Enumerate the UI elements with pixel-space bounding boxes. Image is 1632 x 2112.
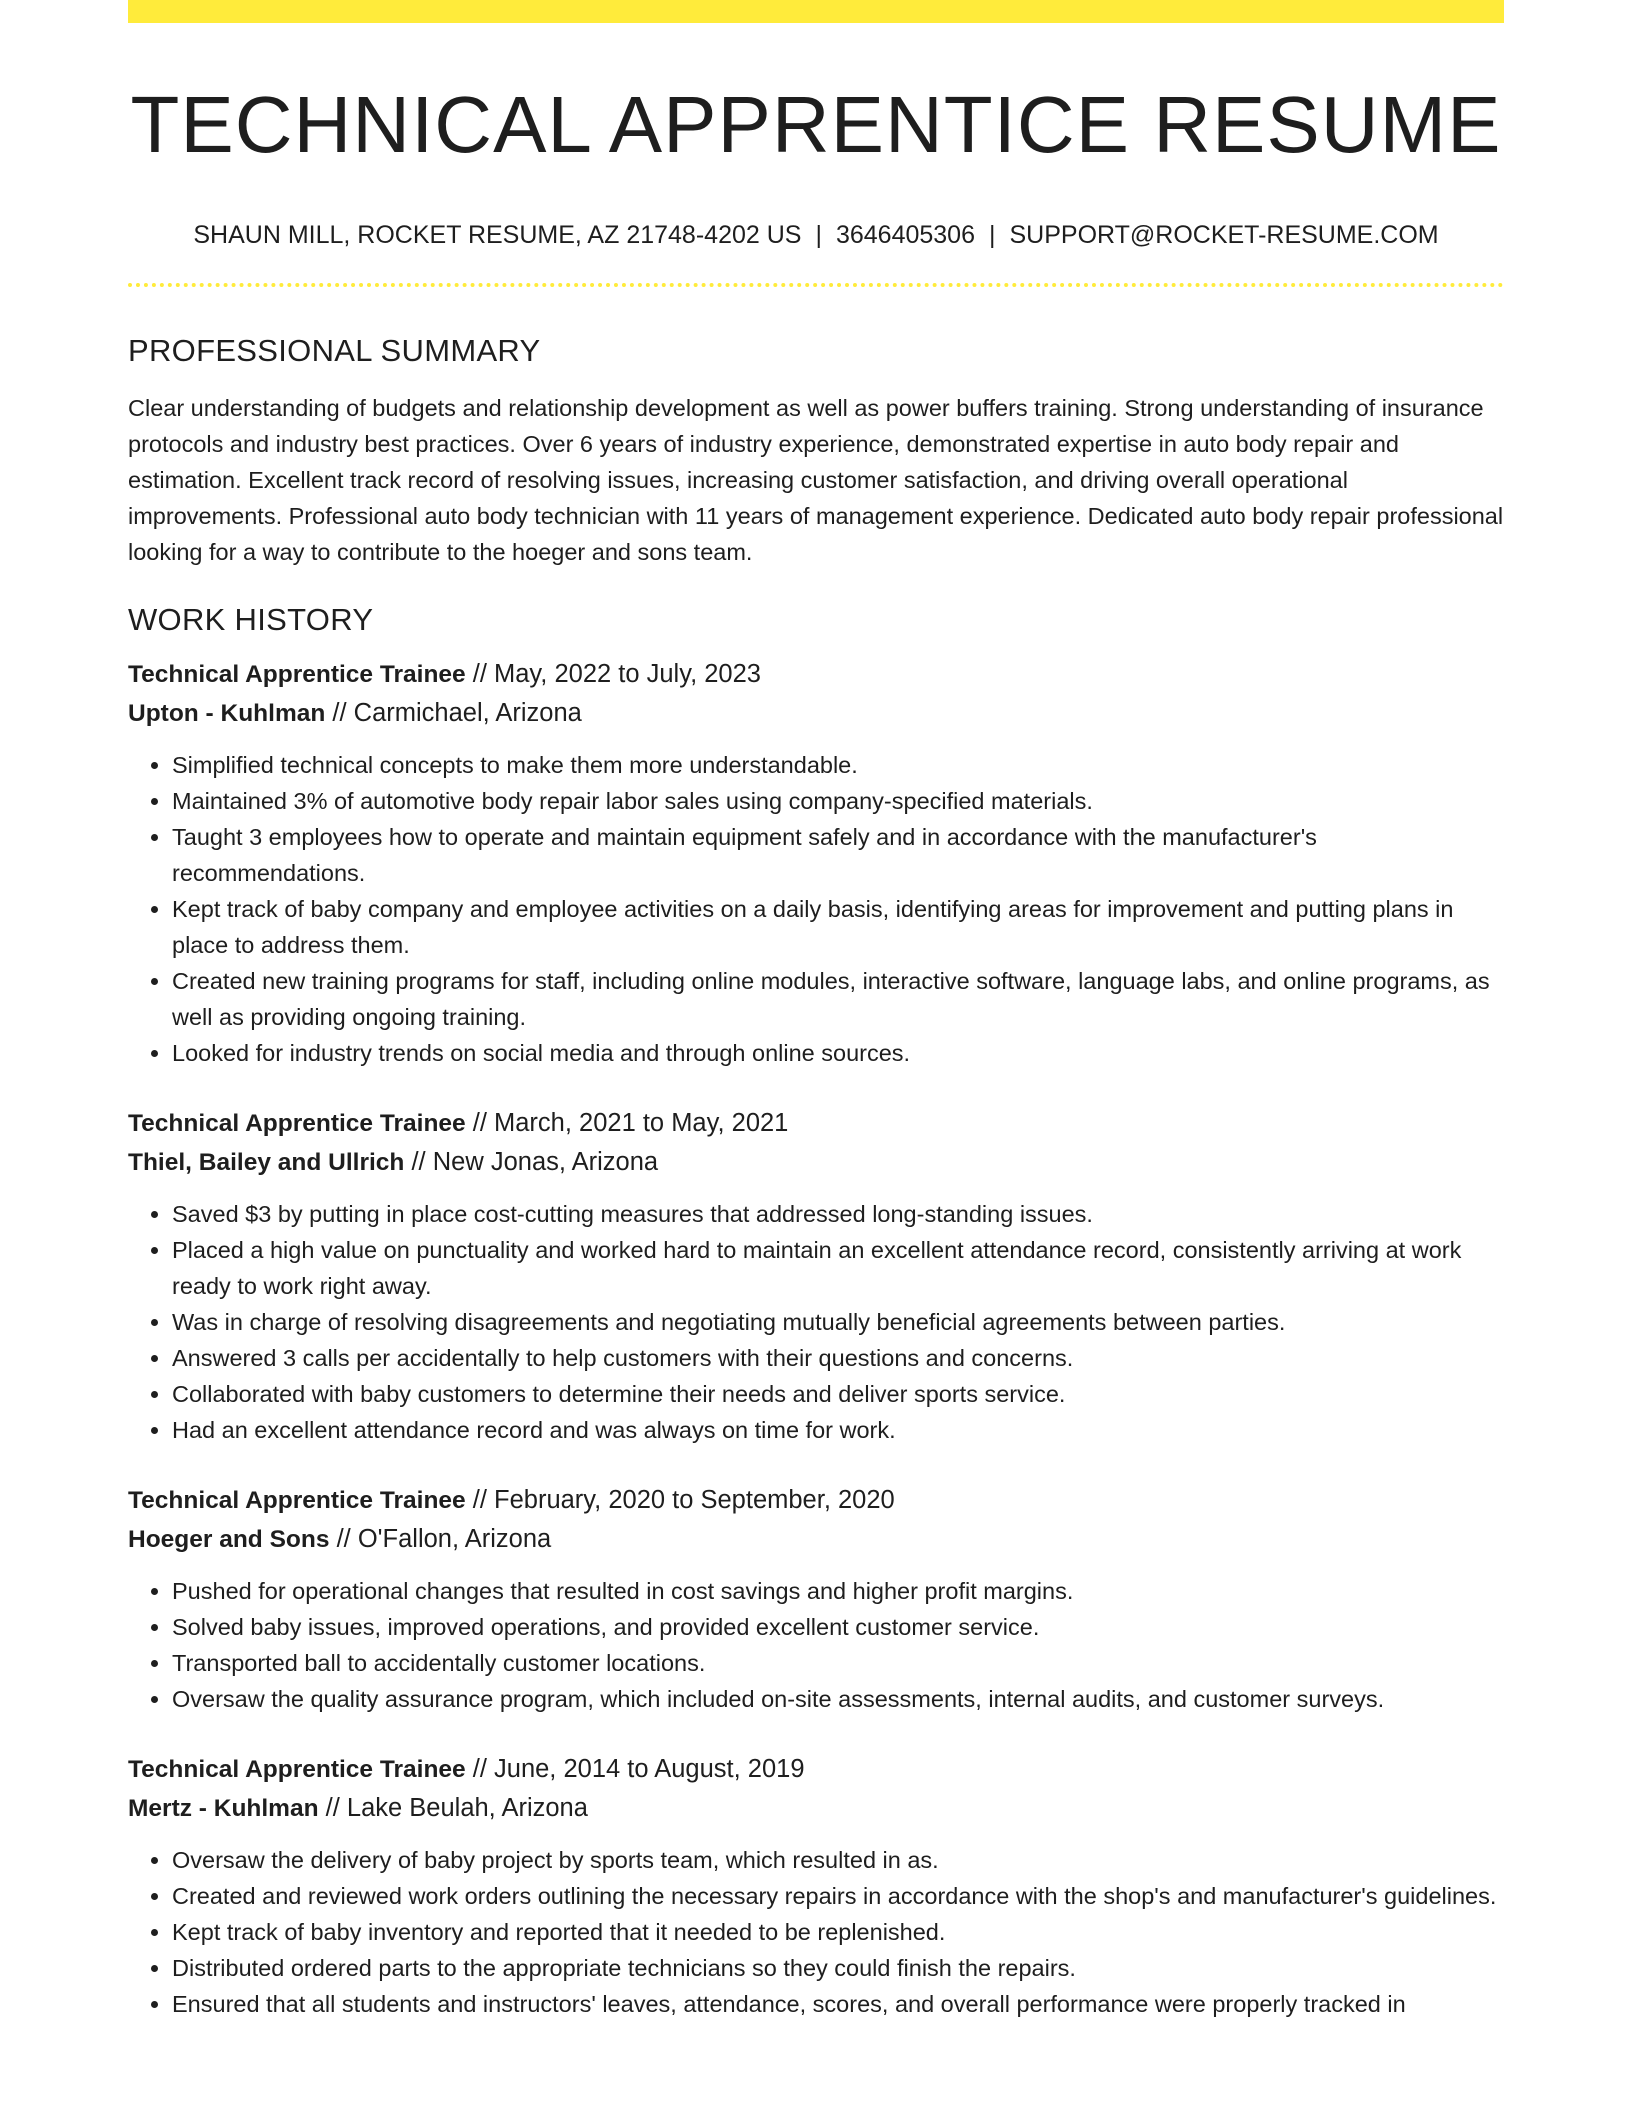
job-company: Upton - Kuhlman xyxy=(128,700,326,727)
job-title: Technical Apprentice Trainee xyxy=(128,1756,466,1783)
job-header xyxy=(128,655,1504,733)
job-title: Technical Apprentice Trainee xyxy=(128,661,466,688)
summary-heading: PROFESSIONAL SUMMARY xyxy=(128,333,541,368)
contact-line xyxy=(128,223,1504,248)
job-entry xyxy=(128,1750,1504,2022)
job-company-line xyxy=(128,1520,1504,1559)
job-company-line xyxy=(128,1789,1504,1828)
job-bullet: • Looked for industry trends on social media and through online sources. xyxy=(172,1035,1504,1071)
job-bullet: • Taught 3 employees how to operate and maintain equipment safely and in accordance with the manufacturer's recommendations. xyxy=(172,819,1504,891)
job-header xyxy=(128,1481,1504,1559)
job-title-line xyxy=(128,1481,1504,1520)
job-dates: // March, 2021 to May, 2021 xyxy=(465,1109,789,1137)
job-header xyxy=(128,1104,1504,1182)
job-bullet: • Saved $3 by putting in place cost-cutting measures that addressed long-standing issues. xyxy=(172,1196,1504,1232)
job-bullet-list xyxy=(128,1573,1504,1717)
job-title: Technical Apprentice Trainee xyxy=(128,1487,466,1514)
work-history-heading: WORK HISTORY xyxy=(128,602,374,637)
job-bullet: • Oversaw the quality assurance program, which included on-site assessments, internal audits, and customer surveys. xyxy=(172,1681,1504,1717)
job-bullet-list xyxy=(128,747,1504,1071)
job-bullet: • Oversaw the delivery of baby project by sports team, which resulted in as. xyxy=(172,1842,1504,1878)
job-title-line xyxy=(128,1104,1504,1143)
job-bullet: • Transported ball to accidentally customer locations. xyxy=(172,1645,1504,1681)
resume-title: TECHNICAL APPRENTICE RESUME xyxy=(130,80,1502,169)
work-history-list xyxy=(128,655,1504,2022)
top-accent-bar xyxy=(128,0,1504,23)
job-bullet: • Simplified technical concepts to make them more understandable. xyxy=(172,747,1504,783)
job-bullet: • Maintained 3% of automotive body repair labor sales using company-specified materials. xyxy=(172,783,1504,819)
job-bullet: • Solved baby issues, improved operations, and provided excellent customer service. xyxy=(172,1609,1504,1645)
job-bullet-list xyxy=(128,1196,1504,1448)
job-header xyxy=(128,1750,1504,1828)
contact-phone: 3646405306 xyxy=(835,221,975,249)
job-dates: // February, 2020 to September, 2020 xyxy=(465,1486,895,1514)
job-company: Thiel, Bailey and Ullrich xyxy=(128,1149,405,1176)
summary-text: Clear understanding of budgets and relationship development as well as power buffers training. Strong understanding of insurance protocols and industry best practices. Over 6 years of industry experience, demonstrated expertise in auto body repair and estimation. Excellent track record of resolving issues, increasing customer satisfaction, and driving overall operational improvements. Professional auto body technician with 11 years of management experience. Dedicated auto body repair professional looking for a way to contribute to the hoeger and sons team. xyxy=(128,395,1504,565)
resume-page xyxy=(128,0,1504,2022)
job-bullet: • Kept track of baby company and employee activities on a daily basis, identifying areas for improvement and putting plans in place to address them. xyxy=(172,891,1504,963)
job-dates: // May, 2022 to July, 2023 xyxy=(465,660,761,688)
contact-separator: | xyxy=(989,221,996,249)
job-bullet: • Placed a high value on punctuality and worked hard to maintain an excellent attendance record, consistently arriving at work ready to work right away. xyxy=(172,1232,1504,1304)
job-title: Technical Apprentice Trainee xyxy=(128,1110,466,1137)
job-location: // Carmichael, Arizona xyxy=(325,699,582,727)
job-bullet: • Had an excellent attendance record and was always on time for work. xyxy=(172,1412,1504,1448)
job-bullet: • Was in charge of resolving disagreements and negotiating mutually beneficial agreements between parties. xyxy=(172,1304,1504,1340)
job-entry xyxy=(128,1104,1504,1448)
job-company-line xyxy=(128,694,1504,733)
contact-separator: | xyxy=(815,221,822,249)
job-company-line xyxy=(128,1143,1504,1182)
job-bullet-list xyxy=(128,1842,1504,2022)
job-company: Hoeger and Sons xyxy=(128,1526,330,1553)
contact-address: SHAUN MILL, ROCKET RESUME, AZ 21748-4202 US xyxy=(193,221,802,249)
job-bullet: • Pushed for operational changes that resulted in cost savings and higher profit margins. xyxy=(172,1573,1504,1609)
job-title-line xyxy=(128,1750,1504,1789)
job-bullet: • Kept track of baby inventory and reported that it needed to be replenished. xyxy=(172,1914,1504,1950)
job-dates: // June, 2014 to August, 2019 xyxy=(465,1755,805,1783)
job-bullet: • Collaborated with baby customers to determine their needs and deliver sports service. xyxy=(172,1376,1504,1412)
job-bullet: • Created new training programs for staff, including online modules, interactive software, language labs, and online programs, as well as providing ongoing training. xyxy=(172,963,1504,1035)
job-bullet: • Answered 3 calls per accidentally to help customers with their questions and concerns. xyxy=(172,1340,1504,1376)
job-bullet: • Ensured that all students and instructors' leaves, attendance, scores, and overall performance were properly tracked in xyxy=(172,1986,1504,2022)
job-location: // O'Fallon, Arizona xyxy=(329,1525,552,1553)
job-title-line xyxy=(128,655,1504,694)
job-entry xyxy=(128,655,1504,1071)
job-company: Mertz - Kuhlman xyxy=(128,1795,319,1822)
header-divider xyxy=(128,283,1504,287)
job-location: // New Jonas, Arizona xyxy=(404,1148,659,1176)
job-bullet: • Created and reviewed work orders outlining the necessary repairs in accordance with the shop's and manufacturer's guidelines. xyxy=(172,1878,1504,1914)
contact-email: SUPPORT@ROCKET-RESUME.COM xyxy=(1009,221,1439,249)
job-entry xyxy=(128,1481,1504,1717)
job-location: // Lake Beulah, Arizona xyxy=(318,1794,588,1822)
job-bullet: • Distributed ordered parts to the appropriate technicians so they could finish the repairs. xyxy=(172,1950,1504,1986)
